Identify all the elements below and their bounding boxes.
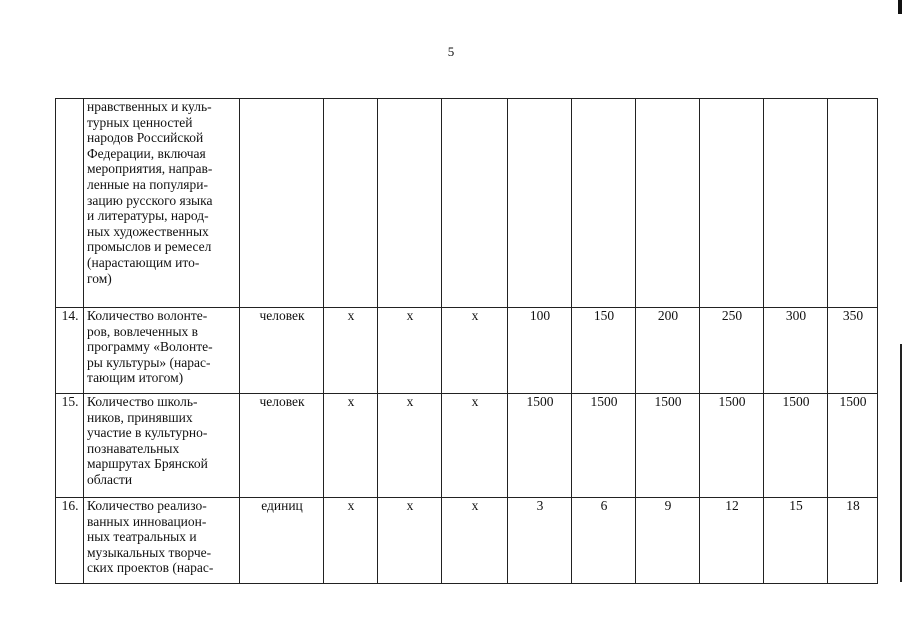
value-cell xyxy=(636,99,700,308)
page-number: 5 xyxy=(447,44,455,59)
value-cell: х xyxy=(324,308,378,394)
value-cell: х xyxy=(378,498,442,584)
row-number: 14. xyxy=(56,308,84,394)
value-cell: 300 xyxy=(764,308,828,394)
value-cell: х xyxy=(442,498,508,584)
value-cell: 1500 xyxy=(636,394,700,498)
value-cell: 250 xyxy=(700,308,764,394)
value-cell: 1500 xyxy=(572,394,636,498)
value-cell xyxy=(572,99,636,308)
value-cell: х xyxy=(442,308,508,394)
row-number xyxy=(56,99,84,308)
unit-of-measure: человек xyxy=(240,308,324,394)
value-cell: 1500 xyxy=(828,394,878,498)
table-row xyxy=(56,99,878,308)
value-cell: 100 xyxy=(508,308,572,394)
value-cell: х xyxy=(378,394,442,498)
unit-of-measure: человек xyxy=(240,394,324,498)
value-cell: 3 xyxy=(508,498,572,584)
indicator-name: Количество волонте- ров, вовлеченных в программу «Волонте- ры культуры» (нарас- тающим итогом) xyxy=(84,308,240,394)
value-cell: 1500 xyxy=(764,394,828,498)
value-cell xyxy=(378,99,442,308)
value-cell: х xyxy=(324,394,378,498)
value-cell: х xyxy=(442,394,508,498)
indicator-name: Количество реализо- ванных инновацион- ных театральных и музыкальных творче- ских проектов (нарас- xyxy=(84,498,240,584)
value-cell xyxy=(764,99,828,308)
table-row xyxy=(56,498,878,584)
value-cell: 350 xyxy=(828,308,878,394)
value-cell xyxy=(700,99,764,308)
value-cell: 150 xyxy=(572,308,636,394)
unit-of-measure: единиц xyxy=(240,498,324,584)
row-number: 16. xyxy=(56,498,84,584)
value-cell: 1500 xyxy=(508,394,572,498)
indicator-name: Количество школь- ников, принявших участие в культурно- познавательных маршрутах Брянской области xyxy=(84,394,240,498)
scan-edge-line xyxy=(900,344,902,582)
scan-edge-mark xyxy=(898,0,902,14)
value-cell: 12 xyxy=(700,498,764,584)
table-row xyxy=(56,394,878,498)
value-cell: 18 xyxy=(828,498,878,584)
indicator-name: нравственных и куль- турных ценностей народов Российской Федерации, включая мероприятия, направ- ленные на популяри- зацию русского языка и литературы, народ- ных художественных промыслов и ремесел (нарастающим ито- гом) xyxy=(84,99,240,308)
indicators-table xyxy=(55,98,878,584)
table-row xyxy=(56,308,878,394)
value-cell: 9 xyxy=(636,498,700,584)
value-cell: х xyxy=(324,498,378,584)
value-cell xyxy=(508,99,572,308)
value-cell xyxy=(324,99,378,308)
row-number: 15. xyxy=(56,394,84,498)
value-cell: 1500 xyxy=(700,394,764,498)
value-cell xyxy=(828,99,878,308)
value-cell: 6 xyxy=(572,498,636,584)
value-cell: х xyxy=(378,308,442,394)
value-cell: 15 xyxy=(764,498,828,584)
unit-of-measure xyxy=(240,99,324,308)
value-cell xyxy=(442,99,508,308)
value-cell: 200 xyxy=(636,308,700,394)
